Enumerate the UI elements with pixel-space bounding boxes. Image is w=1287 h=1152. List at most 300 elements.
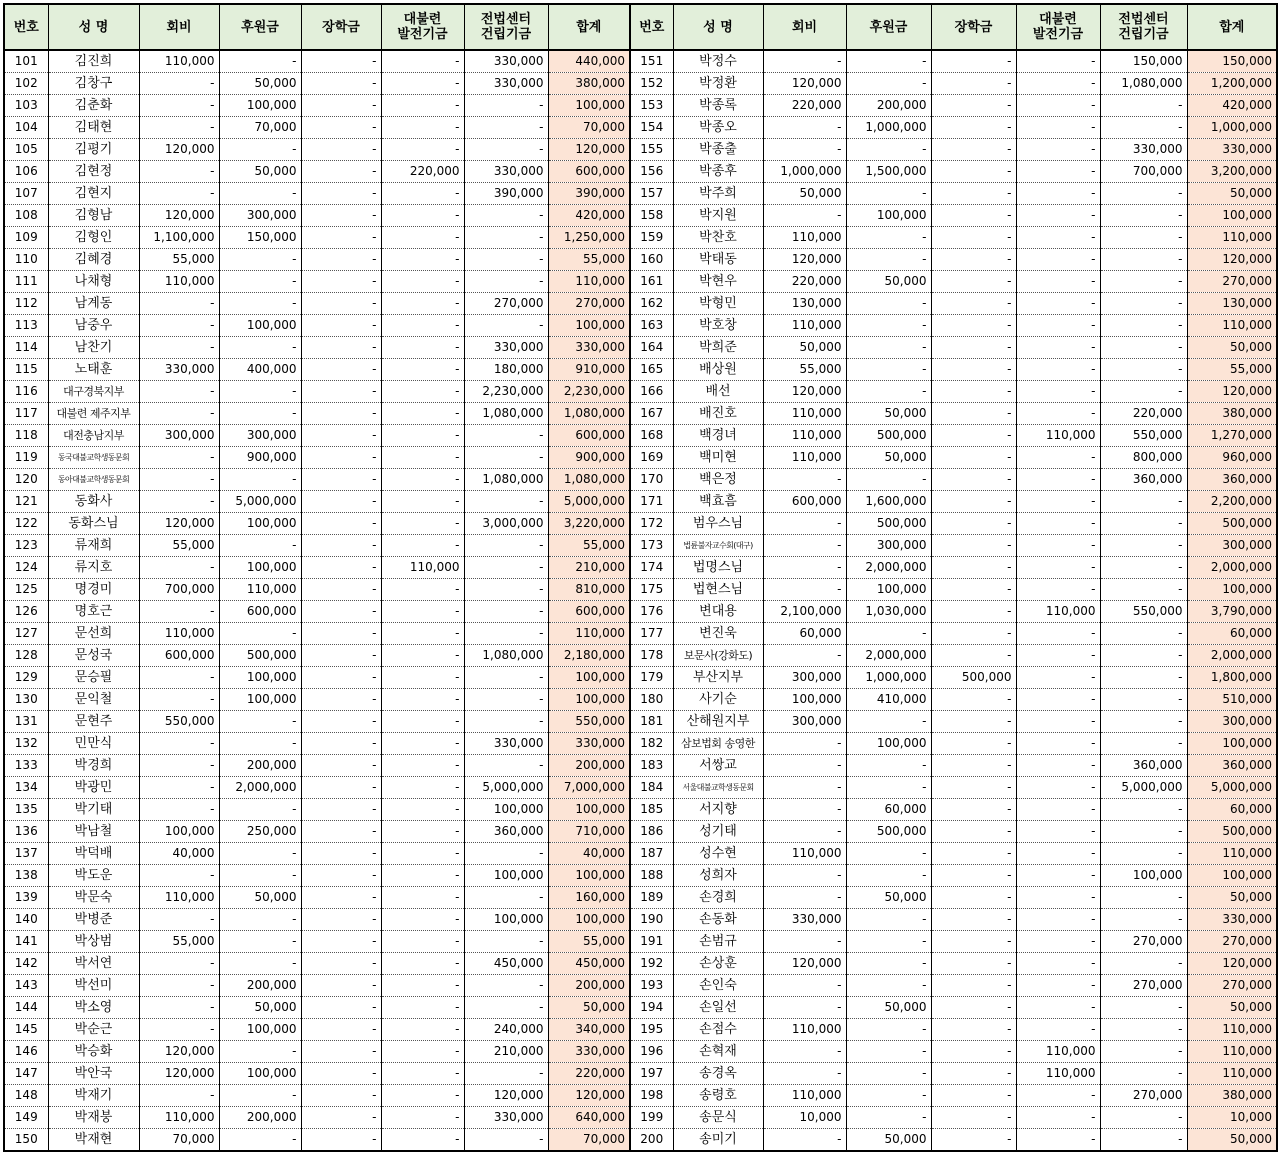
cell-center-building-fund[interactable]: - [464, 579, 548, 601]
cell-sponsorship[interactable]: - [846, 623, 931, 645]
cell-scholarship[interactable]: - [301, 953, 381, 975]
cell-development-fund[interactable]: - [1016, 139, 1100, 161]
cell-no[interactable]: 134 [4, 777, 48, 799]
cell-scholarship[interactable]: - [301, 623, 381, 645]
cell-development-fund[interactable]: - [381, 645, 464, 667]
cell-sponsorship[interactable]: 5,000,000 [219, 491, 301, 513]
cell-sponsorship[interactable]: 100,000 [846, 579, 931, 601]
cell-scholarship[interactable]: - [931, 183, 1016, 205]
cell-sponsorship[interactable]: 50,000 [219, 997, 301, 1019]
cell-name[interactable]: 성수현 [673, 843, 763, 865]
cell-dues[interactable]: 120,000 [139, 1063, 219, 1085]
cell-no[interactable]: 165 [630, 359, 673, 381]
cell-center-building-fund[interactable]: 120,000 [464, 1085, 548, 1107]
cell-dues[interactable]: 110,000 [763, 227, 846, 249]
cell-dues[interactable]: 120,000 [763, 953, 846, 975]
header-name[interactable]: 성 명 [48, 4, 139, 50]
cell-dues[interactable]: 110,000 [763, 1019, 846, 1041]
cell-total[interactable]: 270,000 [1187, 271, 1277, 293]
cell-development-fund[interactable]: 110,000 [1016, 1041, 1100, 1063]
cell-sponsorship[interactable]: 50,000 [219, 161, 301, 183]
cell-scholarship[interactable]: - [931, 777, 1016, 799]
cell-dues[interactable]: - [763, 50, 846, 73]
cell-scholarship[interactable]: - [931, 931, 1016, 953]
cell-total[interactable]: 100,000 [1187, 579, 1277, 601]
cell-scholarship[interactable]: - [931, 953, 1016, 975]
cell-name[interactable]: 박주희 [673, 183, 763, 205]
cell-scholarship[interactable]: - [301, 359, 381, 381]
cell-scholarship[interactable]: - [931, 711, 1016, 733]
cell-no[interactable]: 180 [630, 689, 673, 711]
cell-no[interactable]: 146 [4, 1041, 48, 1063]
cell-center-building-fund[interactable]: 1,080,000 [464, 469, 548, 491]
cell-development-fund[interactable]: - [1016, 227, 1100, 249]
cell-total[interactable]: 2,230,000 [548, 381, 630, 403]
cell-dues[interactable]: 300,000 [763, 667, 846, 689]
cell-scholarship[interactable]: - [301, 293, 381, 315]
cell-dues[interactable]: 330,000 [139, 359, 219, 381]
cell-sponsorship[interactable]: 100,000 [219, 315, 301, 337]
cell-development-fund[interactable]: - [381, 821, 464, 843]
cell-total[interactable]: 600,000 [548, 601, 630, 623]
cell-scholarship[interactable]: - [301, 491, 381, 513]
cell-no[interactable]: 166 [630, 381, 673, 403]
cell-dues[interactable]: 120,000 [763, 73, 846, 95]
cell-total[interactable]: 2,180,000 [548, 645, 630, 667]
cell-sponsorship[interactable]: - [219, 909, 301, 931]
cell-name[interactable]: 박종오 [673, 117, 763, 139]
cell-center-building-fund[interactable]: 330,000 [1100, 139, 1187, 161]
cell-dues[interactable]: - [763, 205, 846, 227]
cell-sponsorship[interactable]: 50,000 [219, 887, 301, 909]
cell-dues[interactable]: 110,000 [139, 623, 219, 645]
cell-development-fund[interactable]: - [1016, 50, 1100, 73]
cell-dues[interactable]: 120,000 [139, 205, 219, 227]
cell-sponsorship[interactable]: 250,000 [219, 821, 301, 843]
cell-scholarship[interactable]: - [301, 755, 381, 777]
cell-scholarship[interactable]: - [301, 315, 381, 337]
cell-scholarship[interactable]: - [301, 777, 381, 799]
cell-total[interactable]: 100,000 [548, 909, 630, 931]
cell-total[interactable]: 110,000 [1187, 843, 1277, 865]
cell-no[interactable]: 193 [630, 975, 673, 997]
cell-center-building-fund[interactable]: - [1100, 249, 1187, 271]
cell-sponsorship[interactable]: - [846, 865, 931, 887]
cell-total[interactable]: 1,800,000 [1187, 667, 1277, 689]
cell-development-fund[interactable]: - [1016, 469, 1100, 491]
cell-development-fund[interactable]: - [381, 73, 464, 95]
cell-total[interactable]: 420,000 [1187, 95, 1277, 117]
cell-scholarship[interactable]: - [931, 337, 1016, 359]
cell-no[interactable]: 167 [630, 403, 673, 425]
cell-development-fund[interactable]: - [1016, 711, 1100, 733]
cell-scholarship[interactable]: - [931, 1107, 1016, 1129]
cell-name[interactable]: 문선희 [48, 623, 139, 645]
cell-no[interactable]: 182 [630, 733, 673, 755]
cell-center-building-fund[interactable]: 100,000 [464, 909, 548, 931]
cell-development-fund[interactable]: 110,000 [1016, 1063, 1100, 1085]
cell-dues[interactable]: - [763, 1063, 846, 1085]
cell-development-fund[interactable]: - [1016, 931, 1100, 953]
cell-sponsorship[interactable]: - [846, 1085, 931, 1107]
cell-scholarship[interactable]: - [301, 535, 381, 557]
cell-name[interactable]: 박정환 [673, 73, 763, 95]
cell-center-building-fund[interactable]: - [1100, 205, 1187, 227]
cell-no[interactable]: 112 [4, 293, 48, 315]
cell-center-building-fund[interactable]: 360,000 [1100, 469, 1187, 491]
cell-total[interactable]: 500,000 [1187, 821, 1277, 843]
cell-dues[interactable]: - [139, 601, 219, 623]
cell-sponsorship[interactable]: - [219, 623, 301, 645]
cell-center-building-fund[interactable]: - [464, 227, 548, 249]
cell-development-fund[interactable]: - [381, 1085, 464, 1107]
cell-center-building-fund[interactable]: - [1100, 95, 1187, 117]
cell-center-building-fund[interactable]: - [1100, 271, 1187, 293]
cell-dues[interactable]: 120,000 [139, 139, 219, 161]
cell-sponsorship[interactable]: - [846, 183, 931, 205]
cell-sponsorship[interactable]: 900,000 [219, 447, 301, 469]
cell-total[interactable]: 120,000 [548, 139, 630, 161]
cell-no[interactable]: 191 [630, 931, 673, 953]
cell-total[interactable]: 100,000 [1187, 205, 1277, 227]
cell-no[interactable]: 140 [4, 909, 48, 931]
cell-sponsorship[interactable]: - [846, 975, 931, 997]
cell-sponsorship[interactable]: - [219, 843, 301, 865]
cell-no[interactable]: 197 [630, 1063, 673, 1085]
cell-name[interactable]: 류지호 [48, 557, 139, 579]
header-development-fund[interactable]: 대불련 발전기금 [381, 4, 464, 50]
cell-sponsorship[interactable]: - [219, 865, 301, 887]
cell-center-building-fund[interactable]: - [1100, 733, 1187, 755]
cell-development-fund[interactable]: - [381, 953, 464, 975]
cell-center-building-fund[interactable]: - [464, 667, 548, 689]
cell-center-building-fund[interactable]: - [1100, 667, 1187, 689]
cell-development-fund[interactable]: - [1016, 909, 1100, 931]
cell-dues[interactable]: 60,000 [763, 623, 846, 645]
cell-sponsorship[interactable]: 110,000 [219, 579, 301, 601]
header-development-fund[interactable]: 대불련 발전기금 [1016, 4, 1100, 50]
cell-dues[interactable]: - [139, 183, 219, 205]
cell-scholarship[interactable]: - [931, 491, 1016, 513]
cell-sponsorship[interactable]: 100,000 [219, 667, 301, 689]
cell-sponsorship[interactable]: 410,000 [846, 689, 931, 711]
cell-scholarship[interactable]: - [931, 205, 1016, 227]
cell-sponsorship[interactable]: 1,500,000 [846, 161, 931, 183]
cell-total[interactable]: 5,000,000 [1187, 777, 1277, 799]
cell-scholarship[interactable]: - [931, 1085, 1016, 1107]
cell-sponsorship[interactable]: 500,000 [846, 513, 931, 535]
cell-center-building-fund[interactable]: - [1100, 953, 1187, 975]
cell-center-building-fund[interactable]: 330,000 [464, 733, 548, 755]
cell-name[interactable]: 서울대불교학생동문회 [673, 777, 763, 799]
cell-dues[interactable]: - [139, 117, 219, 139]
cell-no[interactable]: 190 [630, 909, 673, 931]
cell-scholarship[interactable]: - [301, 711, 381, 733]
cell-sponsorship[interactable]: - [846, 843, 931, 865]
cell-no[interactable]: 173 [630, 535, 673, 557]
cell-dues[interactable]: - [139, 1019, 219, 1041]
cell-total[interactable]: 380,000 [1187, 1085, 1277, 1107]
cell-scholarship[interactable]: - [931, 579, 1016, 601]
cell-dues[interactable]: - [139, 557, 219, 579]
cell-scholarship[interactable]: - [931, 821, 1016, 843]
cell-center-building-fund[interactable]: - [1100, 645, 1187, 667]
cell-total[interactable]: 1,200,000 [1187, 73, 1277, 95]
cell-total[interactable]: 380,000 [1187, 403, 1277, 425]
cell-no[interactable]: 183 [630, 755, 673, 777]
cell-total[interactable]: 100,000 [548, 865, 630, 887]
cell-no[interactable]: 186 [630, 821, 673, 843]
cell-center-building-fund[interactable]: - [464, 711, 548, 733]
cell-center-building-fund[interactable]: 330,000 [464, 50, 548, 73]
cell-no[interactable]: 104 [4, 117, 48, 139]
cell-name[interactable]: 문승필 [48, 667, 139, 689]
cell-scholarship[interactable]: - [931, 95, 1016, 117]
cell-scholarship[interactable]: - [301, 1063, 381, 1085]
cell-center-building-fund[interactable]: 240,000 [464, 1019, 548, 1041]
cell-sponsorship[interactable]: 300,000 [846, 535, 931, 557]
cell-scholarship[interactable]: - [301, 1041, 381, 1063]
cell-sponsorship[interactable]: - [846, 227, 931, 249]
cell-sponsorship[interactable]: 100,000 [219, 1063, 301, 1085]
cell-development-fund[interactable]: - [381, 1107, 464, 1129]
cell-scholarship[interactable]: - [931, 623, 1016, 645]
header-sponsorship[interactable]: 후원금 [219, 4, 301, 50]
cell-development-fund[interactable]: - [381, 1019, 464, 1041]
cell-development-fund[interactable]: - [1016, 205, 1100, 227]
cell-name[interactable]: 박도운 [48, 865, 139, 887]
cell-total[interactable]: 1,250,000 [548, 227, 630, 249]
cell-total[interactable]: 440,000 [548, 50, 630, 73]
cell-scholarship[interactable]: - [301, 337, 381, 359]
cell-development-fund[interactable]: 110,000 [1016, 425, 1100, 447]
cell-dues[interactable]: - [763, 865, 846, 887]
cell-scholarship[interactable]: - [931, 799, 1016, 821]
cell-scholarship[interactable]: - [931, 359, 1016, 381]
cell-development-fund[interactable]: - [1016, 491, 1100, 513]
cell-dues[interactable]: 55,000 [139, 535, 219, 557]
cell-center-building-fund[interactable]: - [1100, 117, 1187, 139]
cell-name[interactable]: 배진호 [673, 403, 763, 425]
cell-dues[interactable]: 55,000 [139, 249, 219, 271]
cell-total[interactable]: 330,000 [548, 1041, 630, 1063]
cell-scholarship[interactable]: - [931, 73, 1016, 95]
cell-no[interactable]: 101 [4, 50, 48, 73]
cell-sponsorship[interactable]: 70,000 [219, 117, 301, 139]
cell-total[interactable]: 200,000 [548, 755, 630, 777]
cell-development-fund[interactable]: - [1016, 117, 1100, 139]
cell-dues[interactable]: 100,000 [763, 689, 846, 711]
cell-name[interactable]: 김태현 [48, 117, 139, 139]
cell-scholarship[interactable]: - [301, 821, 381, 843]
cell-dues[interactable]: 120,000 [763, 381, 846, 403]
cell-total[interactable]: 270,000 [1187, 975, 1277, 997]
cell-center-building-fund[interactable]: - [1100, 1107, 1187, 1129]
cell-total[interactable]: 50,000 [548, 997, 630, 1019]
cell-total[interactable]: 510,000 [1187, 689, 1277, 711]
cell-name[interactable]: 남찬기 [48, 337, 139, 359]
cell-sponsorship[interactable]: - [219, 469, 301, 491]
cell-center-building-fund[interactable]: - [464, 997, 548, 1019]
cell-development-fund[interactable]: - [381, 381, 464, 403]
cell-scholarship[interactable]: - [931, 843, 1016, 865]
cell-name[interactable]: 손일선 [673, 997, 763, 1019]
cell-total[interactable]: 55,000 [548, 249, 630, 271]
cell-name[interactable]: 박남철 [48, 821, 139, 843]
cell-scholarship[interactable]: - [931, 645, 1016, 667]
cell-total[interactable]: 330,000 [548, 733, 630, 755]
cell-dues[interactable]: - [139, 491, 219, 513]
cell-development-fund[interactable]: - [1016, 359, 1100, 381]
cell-dues[interactable]: - [763, 887, 846, 909]
cell-scholarship[interactable]: - [931, 315, 1016, 337]
cell-sponsorship[interactable]: - [846, 249, 931, 271]
cell-development-fund[interactable]: - [1016, 271, 1100, 293]
cell-scholarship[interactable]: - [301, 645, 381, 667]
cell-no[interactable]: 108 [4, 205, 48, 227]
cell-development-fund[interactable]: - [381, 601, 464, 623]
cell-sponsorship[interactable]: 150,000 [219, 227, 301, 249]
cell-total[interactable]: 450,000 [548, 953, 630, 975]
cell-development-fund[interactable]: - [381, 337, 464, 359]
cell-development-fund[interactable]: - [381, 403, 464, 425]
cell-sponsorship[interactable]: - [219, 139, 301, 161]
cell-center-building-fund[interactable]: 360,000 [464, 821, 548, 843]
cell-total[interactable]: 120,000 [548, 1085, 630, 1107]
cell-development-fund[interactable]: - [381, 447, 464, 469]
cell-scholarship[interactable]: - [301, 557, 381, 579]
cell-name[interactable]: 송미기 [673, 1129, 763, 1152]
cell-no[interactable]: 133 [4, 755, 48, 777]
cell-center-building-fund[interactable]: - [1100, 359, 1187, 381]
cell-dues[interactable]: 110,000 [139, 50, 219, 73]
cell-scholarship[interactable]: - [301, 469, 381, 491]
cell-name[interactable]: 송문식 [673, 1107, 763, 1129]
cell-dues[interactable]: 70,000 [139, 1129, 219, 1152]
cell-sponsorship[interactable]: 100,000 [219, 513, 301, 535]
cell-center-building-fund[interactable]: 100,000 [464, 799, 548, 821]
cell-name[interactable]: 나채형 [48, 271, 139, 293]
cell-scholarship[interactable]: - [931, 425, 1016, 447]
cell-sponsorship[interactable]: 100,000 [219, 95, 301, 117]
cell-development-fund[interactable]: - [381, 1063, 464, 1085]
cell-no[interactable]: 150 [4, 1129, 48, 1152]
cell-center-building-fund[interactable]: 330,000 [464, 1107, 548, 1129]
cell-center-building-fund[interactable]: - [464, 491, 548, 513]
cell-no[interactable]: 196 [630, 1041, 673, 1063]
cell-center-building-fund[interactable]: - [464, 887, 548, 909]
cell-no[interactable]: 176 [630, 601, 673, 623]
cell-sponsorship[interactable]: - [219, 50, 301, 73]
cell-center-building-fund[interactable]: 100,000 [1100, 865, 1187, 887]
cell-total[interactable]: 40,000 [548, 843, 630, 865]
cell-dues[interactable]: - [139, 161, 219, 183]
cell-development-fund[interactable]: - [1016, 1019, 1100, 1041]
cell-name[interactable]: 손혁재 [673, 1041, 763, 1063]
cell-name[interactable]: 송경옥 [673, 1063, 763, 1085]
cell-no[interactable]: 156 [630, 161, 673, 183]
cell-name[interactable]: 보문사(강화도) [673, 645, 763, 667]
cell-dues[interactable]: 1,000,000 [763, 161, 846, 183]
cell-name[interactable]: 송령호 [673, 1085, 763, 1107]
cell-sponsorship[interactable]: - [219, 183, 301, 205]
cell-total[interactable]: 2,200,000 [1187, 491, 1277, 513]
cell-total[interactable]: 640,000 [548, 1107, 630, 1129]
cell-name[interactable]: 법륜불자교수회(대구) [673, 535, 763, 557]
cell-scholarship[interactable]: - [301, 733, 381, 755]
cell-no[interactable]: 164 [630, 337, 673, 359]
cell-sponsorship[interactable]: - [846, 73, 931, 95]
cell-development-fund[interactable]: - [1016, 403, 1100, 425]
cell-dues[interactable]: - [763, 755, 846, 777]
cell-name[interactable]: 박승화 [48, 1041, 139, 1063]
cell-dues[interactable]: - [139, 997, 219, 1019]
cell-name[interactable]: 박형민 [673, 293, 763, 315]
cell-dues[interactable]: - [139, 447, 219, 469]
cell-dues[interactable]: - [139, 667, 219, 689]
cell-center-building-fund[interactable]: 700,000 [1100, 161, 1187, 183]
cell-dues[interactable]: 110,000 [139, 887, 219, 909]
cell-sponsorship[interactable]: 100,000 [219, 1019, 301, 1041]
cell-total[interactable]: 55,000 [548, 535, 630, 557]
cell-sponsorship[interactable]: - [846, 139, 931, 161]
header-scholarship[interactable]: 장학금 [931, 4, 1016, 50]
cell-center-building-fund[interactable]: - [464, 315, 548, 337]
cell-dues[interactable]: - [139, 733, 219, 755]
cell-center-building-fund[interactable]: 3,000,000 [464, 513, 548, 535]
cell-center-building-fund[interactable]: 450,000 [464, 953, 548, 975]
cell-no[interactable]: 102 [4, 73, 48, 95]
cell-total[interactable]: 100,000 [548, 689, 630, 711]
cell-development-fund[interactable]: - [381, 843, 464, 865]
cell-no[interactable]: 143 [4, 975, 48, 997]
cell-development-fund[interactable]: - [381, 95, 464, 117]
cell-name[interactable]: 박찬호 [673, 227, 763, 249]
cell-dues[interactable]: 120,000 [139, 1041, 219, 1063]
cell-total[interactable]: 110,000 [1187, 1063, 1277, 1085]
cell-center-building-fund[interactable]: - [1100, 1129, 1187, 1152]
cell-total[interactable]: 120,000 [1187, 953, 1277, 975]
cell-name[interactable]: 손점수 [673, 1019, 763, 1041]
cell-sponsorship[interactable]: - [846, 711, 931, 733]
cell-name[interactable]: 동화사 [48, 491, 139, 513]
cell-center-building-fund[interactable]: - [464, 139, 548, 161]
cell-no[interactable]: 149 [4, 1107, 48, 1129]
cell-center-building-fund[interactable]: - [1100, 293, 1187, 315]
cell-name[interactable]: 손경희 [673, 887, 763, 909]
cell-name[interactable]: 박종록 [673, 95, 763, 117]
cell-dues[interactable]: - [763, 469, 846, 491]
cell-no[interactable]: 178 [630, 645, 673, 667]
cell-no[interactable]: 158 [630, 205, 673, 227]
cell-sponsorship[interactable]: - [219, 535, 301, 557]
cell-no[interactable]: 160 [630, 249, 673, 271]
cell-scholarship[interactable]: - [931, 733, 1016, 755]
cell-total[interactable]: 1,080,000 [548, 469, 630, 491]
cell-dues[interactable]: 100,000 [139, 821, 219, 843]
cell-sponsorship[interactable]: 100,000 [846, 733, 931, 755]
cell-no[interactable]: 199 [630, 1107, 673, 1129]
cell-no[interactable]: 187 [630, 843, 673, 865]
cell-center-building-fund[interactable]: - [464, 1129, 548, 1152]
cell-no[interactable]: 174 [630, 557, 673, 579]
cell-center-building-fund[interactable]: - [464, 425, 548, 447]
cell-total[interactable]: 70,000 [548, 1129, 630, 1152]
cell-no[interactable]: 168 [630, 425, 673, 447]
cell-scholarship[interactable]: - [931, 293, 1016, 315]
cell-sponsorship[interactable]: - [846, 315, 931, 337]
cell-sponsorship[interactable]: 100,000 [846, 205, 931, 227]
